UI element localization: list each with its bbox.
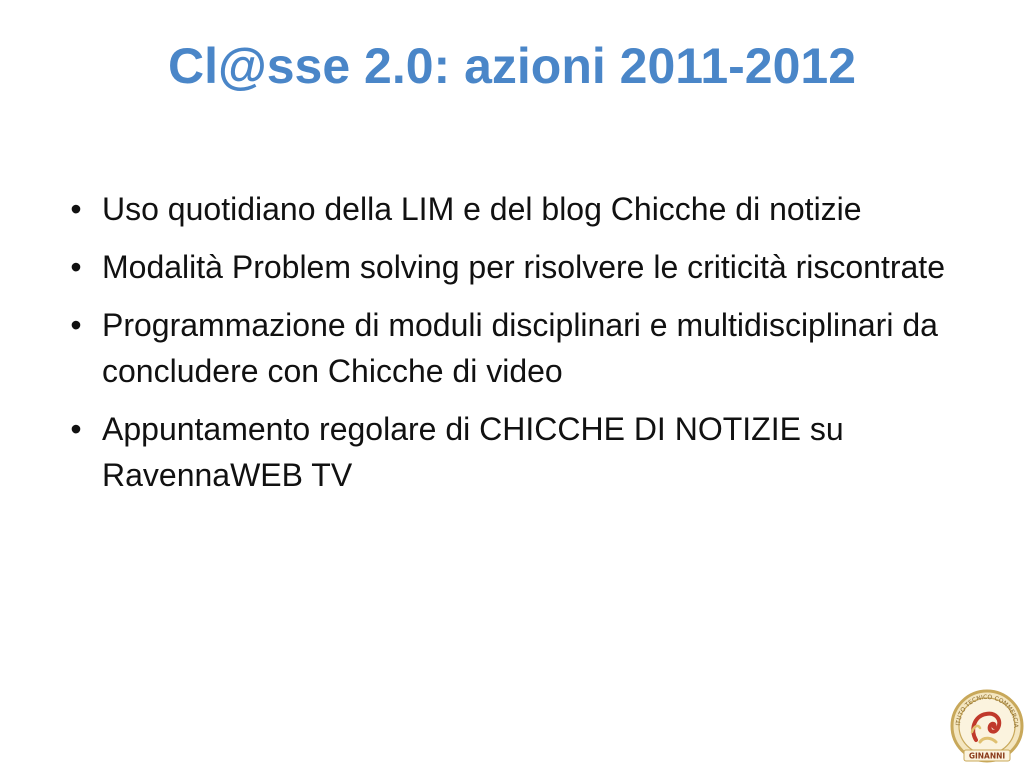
seal-arc-text: ITUTO TECNICO COMMERCIA bbox=[954, 693, 1020, 728]
bullet-icon: • bbox=[70, 191, 82, 227]
bullet-item bbox=[60, 302, 960, 394]
bullet-icon: • bbox=[70, 249, 82, 285]
bullet-item bbox=[60, 244, 960, 290]
bullet-text: Programmazione di moduli disciplinari e multidisciplinari da concludere con Chicche di video bbox=[102, 307, 938, 389]
bullet-text: Appuntamento regolare di CHICCHE DI NOTIZIE su RavennaWEB TV bbox=[102, 411, 844, 493]
bullet-icon: • bbox=[70, 307, 82, 343]
bullet-icon: • bbox=[70, 411, 82, 447]
school-seal-icon bbox=[950, 682, 1024, 768]
bullet-list bbox=[60, 186, 960, 510]
bullet-item bbox=[60, 406, 960, 498]
bullet-item bbox=[60, 186, 960, 232]
seal-name-text: GINANNI bbox=[968, 751, 1006, 761]
bullet-text: Modalità Problem solving per risolvere le criticità riscontrate bbox=[102, 249, 945, 285]
bullet-text: Uso quotidiano della LIM e del blog Chicche di notizie bbox=[102, 191, 862, 227]
slide-title: Cl@sse 2.0: azioni 2011-2012 bbox=[167, 38, 857, 94]
